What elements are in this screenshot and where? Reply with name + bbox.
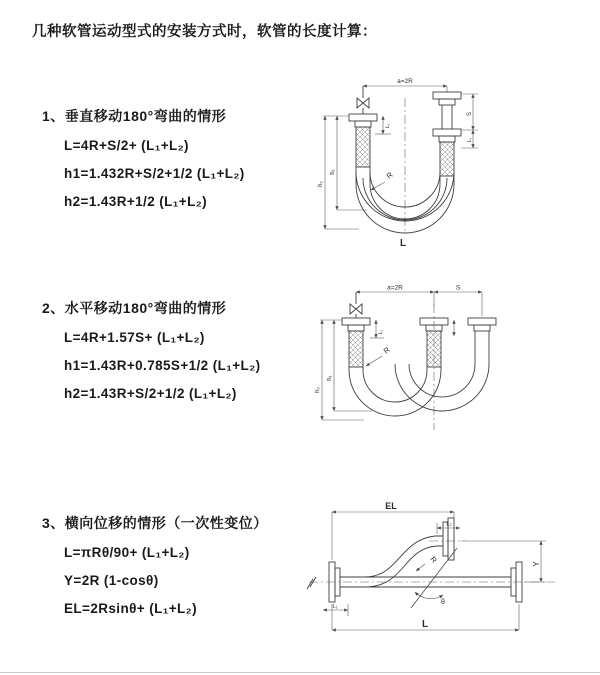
formula-line: h1=1.432R+S/2+1/2 (L₁+L₂) (64, 166, 245, 181)
dim-label-span: a=2R (387, 284, 403, 292)
dim-label-span: a=2R (397, 78, 413, 85)
dim-label-l1: L₁ (378, 329, 384, 335)
diagram-horizontal-bend (308, 280, 548, 455)
section-1-formulas (42, 132, 245, 216)
section-3-heading: 3、横向位移的情形（一次性变位） (42, 515, 268, 531)
hose-drawing (307, 518, 522, 608)
dim-label-s: S (467, 111, 473, 117)
dim-label-l2: L₂ (446, 521, 452, 528)
dimension-lines (320, 292, 482, 420)
dim-label-l2: L₂ (467, 137, 473, 143)
diagram-vertical-bend (305, 72, 545, 257)
section-lateral-displacement (42, 513, 268, 623)
section-3-formulas (42, 539, 268, 623)
page-edge-line (0, 672, 600, 673)
length-label: L (399, 238, 407, 249)
dim-label-l1: L₁ (385, 123, 391, 129)
dim-label-el: EL (385, 501, 397, 511)
radius-label: R (428, 554, 439, 565)
dim-label-l: L (421, 619, 429, 630)
dim-label-y: Y (532, 561, 541, 567)
section-2-formulas (42, 324, 260, 408)
radius-label: R (384, 170, 395, 181)
dim-label-l1: L₁ (332, 604, 338, 610)
dim-label-h2: h₂ (315, 387, 321, 393)
section-1-heading: 1、垂直移动180°弯曲的情形 (42, 108, 227, 124)
formula-line: L=πRθ/90+ (L₁+L₂) (64, 545, 190, 560)
dimension-lines (323, 86, 478, 229)
diagram-3-labels (333, 501, 541, 630)
page-title: 几种软管运动型式的安装方式时，软管的长度计算： (32, 24, 377, 40)
formula-line: EL=2Rsinθ+ (L₁+L₂) (64, 601, 197, 616)
formula-line: L=4R+S/2+ (L₁+L₂) (64, 138, 189, 153)
formula-line: L=4R+1.57S+ (L₁+L₂) (64, 330, 205, 345)
dim-label-h1: h₁ (327, 375, 333, 381)
angle-label: θ (441, 599, 445, 606)
section-2-heading: 2、水平移动180°弯曲的情形 (42, 300, 227, 316)
formula-line: Y=2R (1-cosθ) (64, 573, 159, 588)
dim-label-h2: h₂ (318, 181, 324, 187)
formula-line: h2=1.43R+1/2 (L₁+L₂) (64, 194, 208, 209)
hose-drawing (349, 86, 461, 233)
dimension-lines (323, 512, 546, 630)
section-horizontal-movement (42, 298, 260, 408)
section-vertical-movement (42, 106, 245, 216)
hose-drawing (342, 292, 496, 416)
dim-label-s: S (455, 284, 461, 292)
dim-label-h1: h₁ (330, 169, 336, 175)
diagram-lateral-displacement (303, 498, 563, 643)
formula-line: h1=1.43R+0.785S+1/2 (L₁+L₂) (64, 358, 261, 373)
radius-label: R (381, 345, 392, 356)
formula-line: h2=1.43R+S/2+1/2 (L₁+L₂) (64, 386, 237, 401)
